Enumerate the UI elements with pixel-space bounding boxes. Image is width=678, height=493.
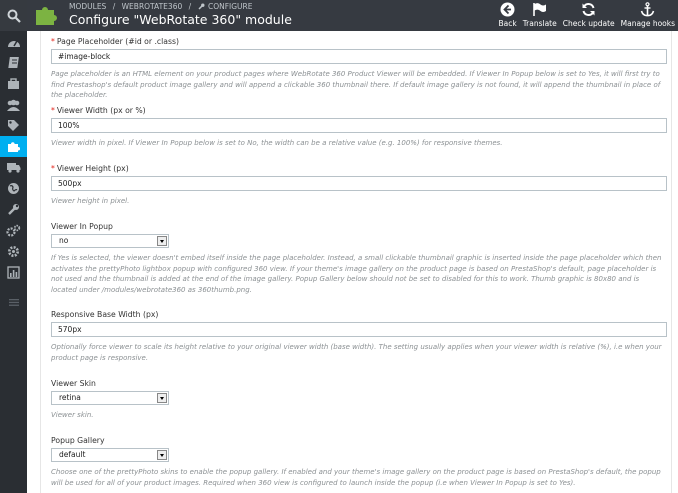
translate-button-label: Translate — [522, 19, 557, 28]
sidebar-item-advanced-parameters[interactable] — [0, 220, 27, 241]
required-marker: * — [51, 37, 55, 46]
select-value: no — [59, 236, 69, 245]
customers-icon — [6, 99, 21, 111]
check-update-button-label: Check update — [562, 19, 615, 28]
page-title: Configure "WebRotate 360" module — [69, 12, 292, 27]
manage-hooks-button[interactable] — [618, 0, 678, 31]
field-label — [51, 106, 667, 115]
viewer-in-popup-select[interactable] — [51, 234, 169, 248]
field-page-placeholder — [51, 37, 667, 101]
field-label — [51, 164, 667, 173]
catalog-icon — [8, 56, 20, 69]
sidebar-item-shipping[interactable] — [0, 157, 27, 178]
back-button[interactable] — [495, 0, 519, 31]
base-width-input[interactable]: 570px — [51, 322, 667, 337]
dropdown-arrow-icon — [157, 450, 167, 460]
field-label-text: Viewer Height (px) — [56, 164, 129, 173]
breadcrumb-separator: / — [112, 2, 116, 11]
dashboard-icon — [7, 36, 21, 48]
field-help: Optionally force viewer to scale its height relative to your original viewer width (base width). The setting usually applies when your viewer width is relative (%), i.e when your product page is responsive. — [51, 343, 662, 362]
select-value: default — [59, 450, 86, 459]
sidebar-item-preferences[interactable] — [0, 199, 27, 220]
field-help: Page placeholder is an HTML element on your product pages where WebRotate 360 Product Viewer will be embedded. If Viewer In Popup below is set to Yes, it will first try to find Prestashop's default product image gallery and will append a clickable 360 thumbnail there. If default image gallery is not found, it will append the thumbnail in place of the placeholder. — [51, 70, 661, 99]
field-responsive-base-width — [51, 310, 667, 363]
field-viewer-width — [51, 106, 667, 149]
field-help: Choose one of the prettyPhoto skins to enable the popup gallery. If enabled and your theme's image gallery on the product page is based on PrestaShop's default, the popup will be used for all of your product images. Required when 360 view is configured to launch inside the popup (i.e when Viewer In Popup is set to Yes). — [51, 468, 661, 487]
shipping-icon — [6, 162, 21, 173]
field-label-text: Page Placeholder (#id or .class) — [56, 37, 179, 46]
field-label-text: Viewer Width (px or %) — [56, 106, 146, 115]
modules-icon — [7, 140, 20, 153]
anchor-icon — [640, 2, 655, 17]
localization-icon — [7, 182, 20, 195]
popup-gallery-select[interactable] — [51, 448, 169, 462]
field-viewer-in-popup — [51, 222, 667, 295]
main-content — [33, 31, 678, 493]
price-rules-icon — [7, 119, 20, 132]
field-help: If Yes is selected, the viewer doesn't embed itself inside the page placeholder. Instead, a small clickable thumbnail graphic is inserted inside the page placeholder which then activates the prettyPhoto lightbox popup with configured 360 view. If your theme's image gallery on the product page is based on PrestaShop's default, page placeholder is not used and the thumbnail is added at the end of the image gallery. Popup Gallery below should not be set to disabled for this to work. Thumb graphic is 80x80 and is located under /modules/webrotate360 as 360thumb.png. — [51, 254, 662, 294]
toolbar — [495, 0, 678, 31]
field-label: Popup Gallery — [51, 436, 105, 445]
sidebar-item-administration[interactable] — [0, 241, 27, 262]
preferences-icon — [7, 203, 20, 216]
viewer-width-input[interactable]: 100% — [51, 118, 667, 133]
sidebar-item-localization[interactable] — [0, 178, 27, 199]
refresh-icon — [581, 2, 596, 17]
dropdown-arrow-icon — [157, 236, 167, 246]
sidebar — [0, 0, 27, 493]
field-viewer-skin — [51, 379, 667, 421]
field-label: Viewer Skin — [51, 379, 96, 388]
field-help: Viewer skin. — [51, 411, 94, 419]
field-help: Viewer height in pixel. — [51, 197, 130, 205]
advanced-parameters-icon — [6, 224, 21, 237]
sidebar-item-customers[interactable] — [0, 94, 27, 115]
required-marker: * — [51, 106, 55, 115]
breadcrumb-configure: CONFIGURE — [207, 2, 253, 11]
translate-button[interactable] — [520, 0, 560, 31]
stats-icon — [7, 266, 20, 279]
field-label: Responsive Base Width (px) — [51, 310, 159, 319]
puzzle-module-icon — [34, 3, 58, 27]
field-label: Viewer In Popup — [51, 222, 113, 231]
manage-hooks-button-label: Manage hooks — [620, 19, 675, 28]
sidebar-item-orders[interactable] — [0, 73, 27, 94]
page-placeholder-input[interactable]: #image-block — [51, 49, 667, 64]
breadcrumb-separator: / — [188, 2, 192, 11]
viewer-skin-select[interactable] — [51, 391, 169, 405]
viewer-height-input[interactable]: 500px — [51, 176, 667, 191]
back-button-label: Back — [498, 19, 517, 28]
orders-icon — [7, 78, 20, 90]
config-form-panel — [40, 31, 672, 493]
check-update-button[interactable] — [560, 0, 618, 31]
breadcrumb-modules[interactable]: MODULES — [69, 2, 107, 11]
wrench-icon — [198, 2, 207, 11]
field-viewer-height — [51, 164, 667, 207]
select-value: retina — [59, 393, 81, 402]
field-help: Viewer width in pixel. If Viewer In Popup below is set to No, the width can be a relative value (e.g. 100%) for responsive themes. — [51, 139, 503, 147]
breadcrumb — [69, 2, 256, 11]
field-popup-gallery — [51, 436, 667, 488]
administration-icon — [7, 245, 20, 258]
search-icon — [7, 9, 21, 23]
sidebar-item-stats[interactable] — [0, 262, 27, 283]
breadcrumb-webrotate360[interactable]: WEBROTATE360 — [121, 2, 183, 11]
sidebar-item-dashboard[interactable] — [0, 31, 27, 52]
flag-icon — [532, 2, 547, 17]
dropdown-arrow-icon — [157, 393, 167, 403]
sidebar-item-price-rules[interactable] — [0, 115, 27, 136]
sidebar-search[interactable] — [0, 0, 27, 31]
sidebar-collapse-toggle[interactable] — [0, 293, 27, 311]
sidebar-item-catalog[interactable] — [0, 52, 27, 73]
page-header — [27, 0, 678, 31]
back-arrow-icon — [500, 2, 515, 17]
menu-collapse-icon — [9, 299, 19, 306]
required-marker: * — [51, 164, 55, 173]
field-label — [51, 37, 667, 46]
sidebar-item-modules[interactable] — [0, 136, 27, 157]
